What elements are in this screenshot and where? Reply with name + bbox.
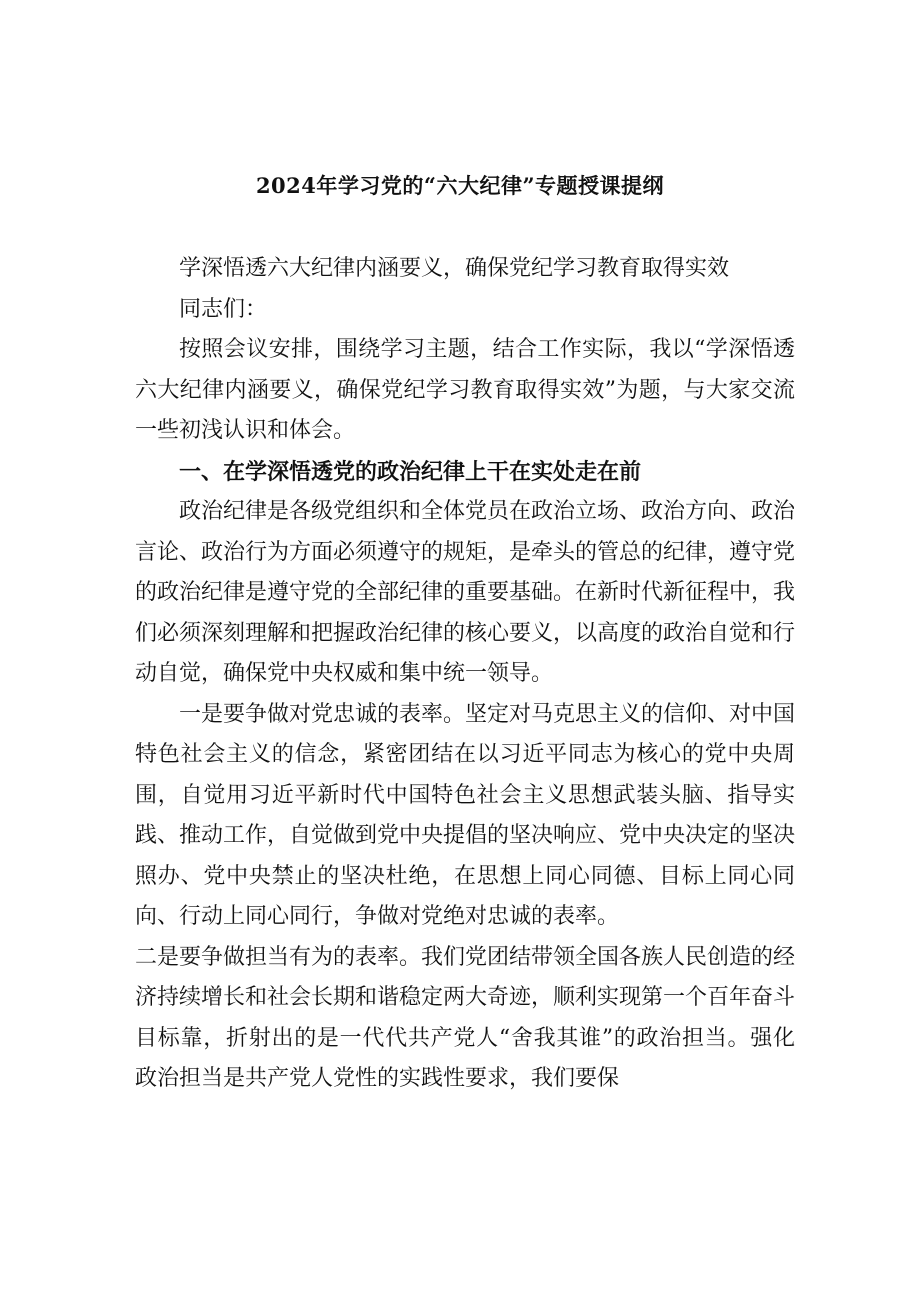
body-paragraph: 二是要争做担当有为的表率。我们党团结带领全国各族人民创造的经济持续增长和社会长期和谐稳定两大奇迹，顺利实现第一个百年奋斗目标靠，折射出的是一代代共产党人“舍我其谁”的政治担当。强化政治担当是共产党人党性的实践性要求，我们要保 <box>135 944 796 1091</box>
body-paragraph: 政治纪律是各级党组织和全体党员在政治立场、政治方向、政治言论、政治行为方面必须遵守的规矩，是牵头的管总的纪律，遵守党的政治纪律是遵守党的全部纪律的重要基础。在新时代新征程中，我们必须深刻理解和把握政治纪律的核心要义，以高度的政治自觉和行动自觉，确保党中央权威和集中统一领导。 <box>135 499 796 686</box>
subtitle-paragraph: 学深悟透六大纪律内涵要义，确保党纪学习教育取得实效 <box>179 256 730 281</box>
salutation-paragraph: 同志们： <box>179 296 268 322</box>
intro-paragraph: 按照会议安排，围绕学习主题，结合工作实际，我以“学深悟透六大纪律内涵要义，确保党纪学习教育取得实效”为题，与大家交流一些初浅认识和体会。 <box>135 337 795 443</box>
document-body <box>135 249 795 1100</box>
body-paragraph: 一是要争做对党忠诚的表率。坚定对马克思主义的信仰、对中国特色社会主义的信念，紧密团结在以习近平同志为核心的党中央周围，自觉用习近平新时代中国特色社会主义思想武装头脑、指导实践、推动工作，自觉做到党中央提倡的坚决响应、党中央决定的坚决照办、党中央禁止的坚决杜绝，在思想上同心同德、目标上同心同向、行动上同心同行，争做对党绝对忠诚的表率。 <box>135 701 796 929</box>
section-heading: 一、在学深悟透党的政治纪律上干在实处走在前 <box>179 458 642 485</box>
document-title: 2024年学习党的“六大纪律”专题授课提纲 <box>255 173 665 198</box>
